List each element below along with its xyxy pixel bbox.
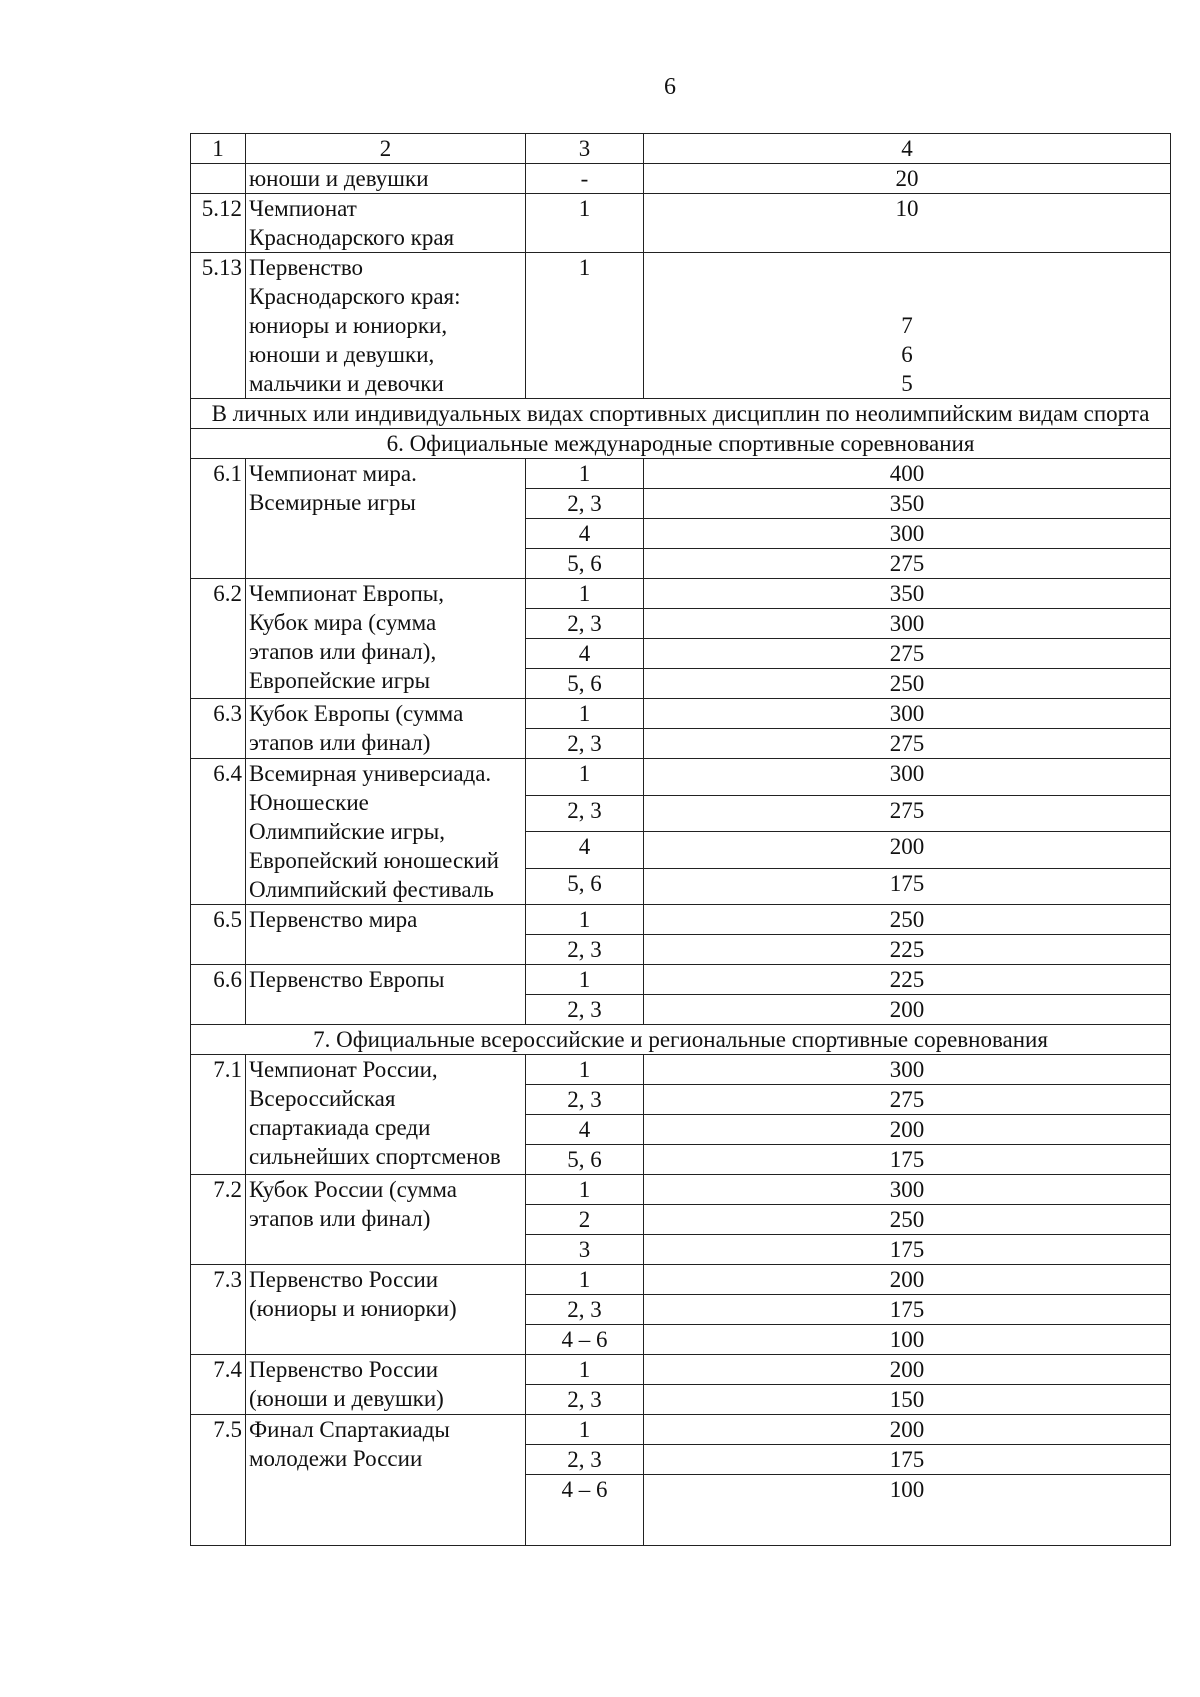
row-number: 7.2 xyxy=(191,1175,246,1265)
table-row xyxy=(191,699,1171,729)
points-cell: 200 xyxy=(644,995,1171,1025)
table-row xyxy=(191,1055,1171,1085)
place-cell: 5, 6 xyxy=(526,868,644,905)
place-cell: 1 xyxy=(526,194,644,253)
competition-name xyxy=(246,965,526,1025)
points-cell: 275 xyxy=(644,729,1171,759)
name-line: Финал Спартакиады xyxy=(249,1417,450,1442)
row-number: 7.4 xyxy=(191,1355,246,1415)
points-cell: 200 xyxy=(644,1115,1171,1145)
place-cell: 2, 3 xyxy=(526,935,644,965)
points-cell: 175 xyxy=(644,1295,1171,1325)
place-cell: 4 xyxy=(526,832,644,869)
competition-name xyxy=(246,759,526,905)
section-row xyxy=(191,429,1171,459)
points-cell: 175 xyxy=(644,1235,1171,1265)
competition-name xyxy=(246,1355,526,1415)
points-cell: 350 xyxy=(644,579,1171,609)
competition-name xyxy=(246,699,526,759)
points-cell: 275 xyxy=(644,549,1171,579)
place-cell: 1 xyxy=(526,1055,644,1085)
name-line: Всемирная универсиада. xyxy=(249,761,492,786)
name-line: Кубок России (сумма xyxy=(249,1177,457,1202)
name-line: юноши и девушки, xyxy=(249,342,435,367)
points-cell: 400 xyxy=(644,459,1171,489)
name-line: Всероссийская xyxy=(249,1086,396,1111)
name-line: Краснодарского края xyxy=(249,225,455,250)
points-cell: 250 xyxy=(644,1205,1171,1235)
points-cell: 175 xyxy=(644,1445,1171,1475)
points-cell: 275 xyxy=(644,795,1171,832)
points-cell: 200 xyxy=(644,1415,1171,1445)
table-row xyxy=(191,164,1171,194)
row-number: 6.6 xyxy=(191,965,246,1025)
points-cell: 20 xyxy=(644,164,1171,194)
place-cell: 2, 3 xyxy=(526,1445,644,1475)
row-number: 6.3 xyxy=(191,699,246,759)
row-number: 5.13 xyxy=(191,253,246,399)
name-line: Первенство Европы xyxy=(249,967,445,992)
competition-name xyxy=(246,1265,526,1355)
points-line: 5 xyxy=(901,371,913,396)
name-line: Чемпионат мира. xyxy=(249,461,417,486)
table-row xyxy=(191,1265,1171,1295)
name-line: спартакиада среди xyxy=(249,1115,431,1140)
row-number: 7.3 xyxy=(191,1265,246,1355)
name-line: этапов или финал) xyxy=(249,1206,431,1231)
points-cell: 200 xyxy=(644,832,1171,869)
points-cell: 300 xyxy=(644,519,1171,549)
section-7-title: 7. Официальные всероссийские и региональные спортивные соревнования xyxy=(191,1025,1171,1055)
place-cell: 4 xyxy=(526,639,644,669)
place-cell: 2, 3 xyxy=(526,609,644,639)
place-cell: 2, 3 xyxy=(526,1085,644,1115)
points-cell: 300 xyxy=(644,609,1171,639)
name-line: Европейский юношеский xyxy=(249,848,499,873)
points-cell: 10 xyxy=(644,194,1171,253)
header-cell: 4 xyxy=(644,134,1171,164)
name-line: Чемпионат России, xyxy=(249,1057,438,1082)
points-cell: 100 xyxy=(644,1325,1171,1355)
table-row xyxy=(191,579,1171,609)
place-cell: 2, 3 xyxy=(526,489,644,519)
place-cell: 1 xyxy=(526,905,644,935)
place-cell: 3 xyxy=(526,1235,644,1265)
points-cell xyxy=(644,253,1171,399)
competition-name xyxy=(246,1175,526,1265)
table-row xyxy=(191,759,1171,796)
name-line: Кубок Европы (сумма xyxy=(249,701,464,726)
row-number: 6.5 xyxy=(191,905,246,965)
name-line: мальчики и девочки xyxy=(249,371,444,396)
name-line: Первенство мира xyxy=(249,907,418,932)
name-line: (юноши и девушки) xyxy=(249,1386,444,1411)
name-line: Олимпийские игры, xyxy=(249,819,445,844)
competition-name xyxy=(246,1055,526,1175)
name-line: Кубок мира (сумма xyxy=(249,610,437,635)
row-number: 5.12 xyxy=(191,194,246,253)
place-cell: 5, 6 xyxy=(526,1145,644,1175)
page-number: 6 xyxy=(664,74,676,100)
section-6-title: 6. Официальные международные спортивные соревнования xyxy=(191,429,1171,459)
row-number: 7.1 xyxy=(191,1055,246,1175)
place-cell: 2, 3 xyxy=(526,729,644,759)
place-cell: 2, 3 xyxy=(526,795,644,832)
place-cell: 1 xyxy=(526,253,644,399)
table-row xyxy=(191,194,1171,253)
name-line: Первенство xyxy=(249,255,364,280)
name-line: Всемирные игры xyxy=(249,490,416,515)
row-number: 7.5 xyxy=(191,1415,246,1546)
row-number: 6.2 xyxy=(191,579,246,699)
competition-name xyxy=(246,1415,526,1546)
name-line: юниоры и юниорки, xyxy=(249,313,448,338)
competition-name xyxy=(246,253,526,399)
points-cell: 225 xyxy=(644,965,1171,995)
name-line: Чемпионат xyxy=(249,196,357,221)
name-line: этапов или финал) xyxy=(249,730,431,755)
points-cell: 300 xyxy=(644,759,1171,796)
place-cell: 5, 6 xyxy=(526,549,644,579)
place-cell: 5, 6 xyxy=(526,669,644,699)
competition-name xyxy=(246,905,526,965)
points-cell: 350 xyxy=(644,489,1171,519)
place-cell: 1 xyxy=(526,1355,644,1385)
place-cell: 2, 3 xyxy=(526,1385,644,1415)
place-cell: 1 xyxy=(526,1175,644,1205)
header-cell: 2 xyxy=(246,134,526,164)
place-cell: 2, 3 xyxy=(526,1295,644,1325)
points-cell: 275 xyxy=(644,1085,1171,1115)
name-line: Первенство России xyxy=(249,1357,439,1382)
table-row xyxy=(191,459,1171,489)
table-row xyxy=(191,905,1171,935)
points-cell: 175 xyxy=(644,868,1171,905)
place-cell: 1 xyxy=(526,1415,644,1445)
points-cell: 225 xyxy=(644,935,1171,965)
place-cell: 4 xyxy=(526,1115,644,1145)
competition-name xyxy=(246,579,526,699)
name-line: (юниоры и юниорки) xyxy=(249,1296,457,1321)
place-cell: 1 xyxy=(526,965,644,995)
name-line: Европейские игры xyxy=(249,668,431,693)
header-row xyxy=(191,134,1171,164)
competition-name xyxy=(246,459,526,579)
competition-name xyxy=(246,194,526,253)
name-line: Чемпионат Европы, xyxy=(249,581,444,606)
table-row xyxy=(191,965,1171,995)
name-line: молодежи России xyxy=(249,1446,423,1471)
points-line: 7 xyxy=(901,313,913,338)
section-row xyxy=(191,1025,1171,1055)
row-number: 6.4 xyxy=(191,759,246,905)
points-cell: 250 xyxy=(644,905,1171,935)
name-line: Юношеские xyxy=(249,790,369,815)
table-row xyxy=(191,1175,1171,1205)
header-cell: 3 xyxy=(526,134,644,164)
name-line: Первенство России xyxy=(249,1267,439,1292)
place-cell: 1 xyxy=(526,1265,644,1295)
row-number xyxy=(191,164,246,194)
points-cell: 275 xyxy=(644,639,1171,669)
subtitle-row xyxy=(191,399,1171,429)
table-row xyxy=(191,1355,1171,1385)
points-cell: 200 xyxy=(644,1265,1171,1295)
name-line: этапов или финал), xyxy=(249,639,437,664)
points-cell: 150 xyxy=(644,1385,1171,1415)
place-cell: 2, 3 xyxy=(526,995,644,1025)
name-line: сильнейших спортсменов xyxy=(249,1144,501,1169)
points-cell: 200 xyxy=(644,1355,1171,1385)
competition-name: юноши и девушки xyxy=(246,164,526,194)
points-cell: 300 xyxy=(644,699,1171,729)
place-cell: 1 xyxy=(526,759,644,796)
points-line: 6 xyxy=(901,342,913,367)
place-cell: 4 – 6 xyxy=(526,1475,644,1546)
table-row xyxy=(191,253,1171,399)
nonolympic-title: В личных или индивидуальных видах спортивных дисциплин по неолимпийским видам спорта xyxy=(191,399,1171,429)
place-cell: 4 – 6 xyxy=(526,1325,644,1355)
points-cell: 300 xyxy=(644,1175,1171,1205)
place-cell: 2 xyxy=(526,1205,644,1235)
place-cell: 4 xyxy=(526,519,644,549)
place-cell: 1 xyxy=(526,699,644,729)
place-cell: - xyxy=(526,164,644,194)
place-cell: 1 xyxy=(526,459,644,489)
points-cell: 100 xyxy=(644,1475,1171,1546)
points-cell: 300 xyxy=(644,1055,1171,1085)
name-line: Олимпийский фестиваль xyxy=(249,877,494,902)
place-cell: 1 xyxy=(526,579,644,609)
points-cell: 250 xyxy=(644,669,1171,699)
header-cell: 1 xyxy=(191,134,246,164)
table-row xyxy=(191,1415,1171,1445)
points-cell: 175 xyxy=(644,1145,1171,1175)
points-table xyxy=(190,133,1171,1546)
row-number: 6.1 xyxy=(191,459,246,579)
name-line: Краснодарского края: xyxy=(249,284,461,309)
